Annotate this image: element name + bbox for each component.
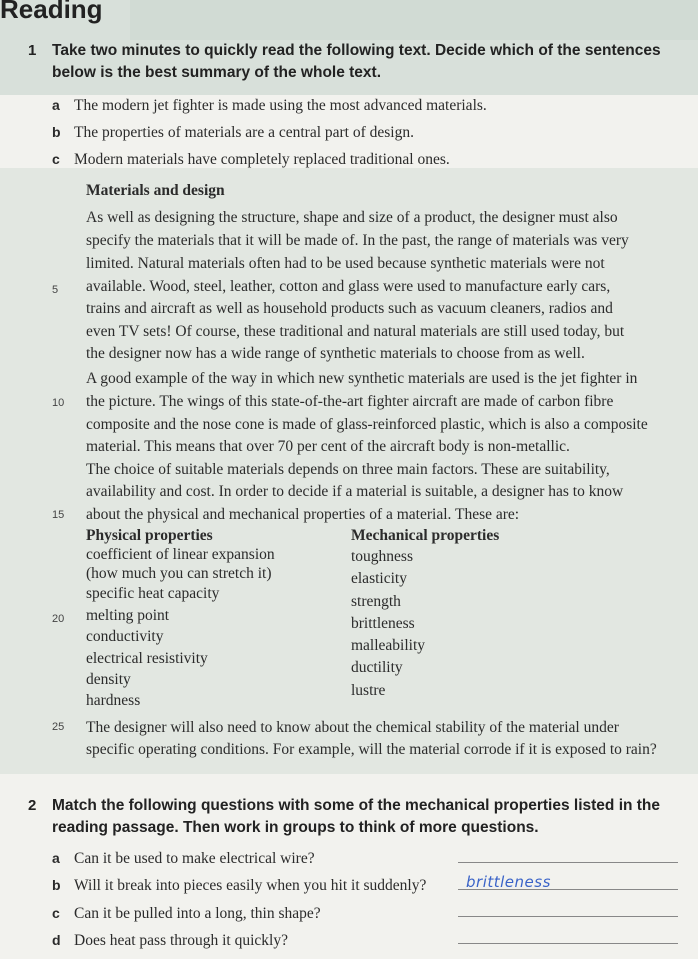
line-number: 5 bbox=[52, 284, 59, 296]
passage-line: As well as designing the structure, shape and size of a product, the designer must also bbox=[86, 209, 618, 226]
question-letter: c bbox=[52, 905, 60, 921]
option-letter: a bbox=[52, 97, 60, 113]
instruction-line: Match the following questions with some of the mechanical properties listed in the bbox=[52, 797, 661, 814]
question-text: Will it break into pieces easily when you hit it suddenly? bbox=[74, 877, 427, 894]
instruction-line: Take two minutes to quickly read the following text. Decide which of the sentences bbox=[52, 42, 661, 59]
passage-line: even TV sets! Of course, these traditional and natural materials are still used today, but bbox=[86, 323, 625, 340]
mechanical-property: malleability bbox=[351, 637, 426, 654]
passage-line: material. This means that over 70 per cent of the aircraft body is non-metallic. bbox=[86, 438, 570, 455]
question-letter: b bbox=[52, 877, 61, 893]
mechanical-property: elasticity bbox=[351, 570, 407, 587]
question-d bbox=[52, 930, 288, 951]
physical-property: specific heat capacity bbox=[86, 585, 220, 602]
physical-property: density bbox=[86, 671, 131, 688]
question-letter: a bbox=[52, 850, 60, 866]
line-number: 15 bbox=[52, 509, 65, 521]
question-b bbox=[52, 875, 426, 896]
answer-field-a[interactable] bbox=[458, 862, 678, 863]
option-a[interactable] bbox=[52, 95, 487, 116]
question-c bbox=[52, 903, 321, 924]
question-letter: d bbox=[52, 932, 61, 948]
mechanical-properties-heading: Mechanical properties bbox=[351, 527, 500, 544]
passage-line: composite and the nose cone is made of glass-reinforced plastic, which is also a composite bbox=[86, 416, 648, 433]
passage-line: the picture. The wings of this state-of-the-art fighter aircraft are made of carbon fibre bbox=[86, 393, 614, 410]
option-c[interactable] bbox=[52, 149, 450, 170]
option-text: The properties of materials are a central part of design. bbox=[74, 124, 414, 141]
passage-line: availability and cost. In order to decide if a material is suitable, a designer has to know bbox=[86, 483, 624, 500]
passage-line: limited. Natural materials often had to be used because synthetic materials were not bbox=[86, 255, 605, 272]
instruction-line: reading passage. Then work in groups to think of more questions. bbox=[52, 819, 539, 836]
passage-line: about the physical and mechanical properties of a material. These are: bbox=[86, 506, 520, 523]
passage-title: Materials and design bbox=[86, 182, 225, 199]
option-text: Modern materials have completely replaced traditional ones. bbox=[74, 151, 450, 168]
passage-line: The designer will also need to know about the chemical stability of the material under bbox=[86, 719, 619, 736]
option-letter: c bbox=[52, 151, 60, 167]
physical-property: electrical resistivity bbox=[86, 650, 208, 667]
exercise-number: 1 bbox=[28, 42, 37, 59]
passage-line: specify the materials that it will be made of. In the past, the range of materials was very bbox=[86, 232, 629, 249]
question-text: Can it be used to make electrical wire? bbox=[74, 850, 315, 867]
passage-line: The choice of suitable materials depends on three main factors. These are suitability, bbox=[86, 461, 610, 478]
physical-properties-heading: Physical properties bbox=[86, 527, 213, 544]
physical-property: coefficient of linear expansion bbox=[86, 546, 275, 563]
physical-property: melting point bbox=[86, 607, 170, 624]
answer-field-c[interactable] bbox=[458, 916, 678, 917]
handwritten-answer: brittleness bbox=[466, 873, 551, 891]
exercise-number: 2 bbox=[28, 797, 37, 814]
physical-property: (how much you can stretch it) bbox=[86, 565, 272, 582]
page-heading: Reading bbox=[0, 0, 103, 24]
physical-property: hardness bbox=[86, 692, 141, 709]
option-text: The modern jet fighter is made using the most advanced materials. bbox=[74, 97, 487, 114]
passage-line: A good example of the way in which new synthetic materials are used is the jet fighter in bbox=[86, 370, 638, 387]
option-letter: b bbox=[52, 124, 61, 140]
decorative-banner bbox=[130, 0, 698, 40]
passage-line: available. Wood, steel, leather, cotton and glass were used to manufacture early cars, bbox=[86, 278, 611, 295]
passage-line: trains and aircraft as well as household products such as vacuum cleaners, radios and bbox=[86, 300, 613, 317]
passage-line: specific operating conditions. For example, will the material corrode if it is exposed to rain? bbox=[86, 741, 657, 758]
instruction-line: below is the best summary of the whole text. bbox=[52, 64, 382, 81]
mechanical-property: lustre bbox=[351, 682, 386, 699]
answer-field-d[interactable] bbox=[458, 943, 678, 944]
mechanical-property: toughness bbox=[351, 548, 413, 565]
passage-line: the designer now has a wide range of synthetic materials to choose from as well. bbox=[86, 345, 585, 362]
mechanical-property: brittleness bbox=[351, 615, 415, 632]
question-text: Can it be pulled into a long, thin shape? bbox=[74, 905, 321, 922]
mechanical-property: ductility bbox=[351, 659, 403, 676]
question-a bbox=[52, 848, 315, 869]
physical-property: conductivity bbox=[86, 628, 164, 645]
line-number: 25 bbox=[52, 721, 65, 733]
mechanical-property: strength bbox=[351, 593, 401, 610]
line-number: 10 bbox=[52, 397, 65, 409]
option-b[interactable] bbox=[52, 122, 414, 143]
question-text: Does heat pass through it quickly? bbox=[74, 932, 288, 949]
line-number: 20 bbox=[52, 613, 65, 625]
